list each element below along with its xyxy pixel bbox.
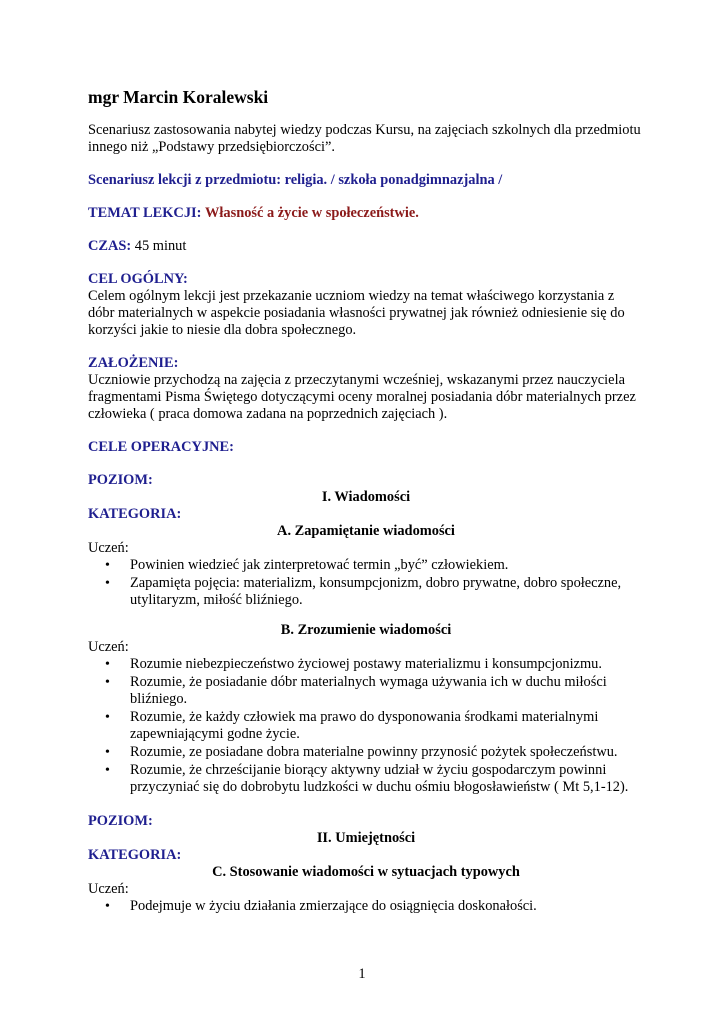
topic-value: Własność a życie w społeczeństwie.: [205, 205, 419, 221]
bullet-icon: •: [105, 763, 110, 778]
list-item: • Rozumie, że każdy człowiek ma prawo do dysponowania środkami materialnymi zapewniającymi godne życie.: [105, 709, 599, 742]
general-goal-heading: CEL OGÓLNY:: [88, 271, 188, 287]
assumption-heading: ZAŁOŻENIE:: [88, 355, 179, 371]
list-item: • Rozumie, ze posiadane dobra materialne powinny przynosić pożytek społeczeństwu.: [105, 744, 618, 760]
list-item: • Rozumie, że posiadanie dóbr materialnych wymaga używania ich w duchu miłości bliźniego.: [105, 674, 607, 707]
category-b-list: [88, 656, 644, 796]
list-item: • Powinien wiedzieć jak zinterpretować termin „być” człowiekiem.: [105, 557, 509, 573]
intro-paragraph: Scenariusz zastosowania nabytej wiedzy podczas Kursu, na zajęciach szkolnych dla przedmiotu innego niż „Podstawy przedsiębiorczości”.: [88, 122, 641, 155]
time-value: 45 minut: [134, 238, 187, 254]
author-name: mgr Marcin Koralewski: [88, 87, 269, 107]
category-a-title: A. Zapamiętanie wiadomości: [277, 523, 455, 539]
bullet-icon: •: [105, 558, 110, 573]
document-body: [88, 86, 644, 916]
category-label: KATEGORIA:: [88, 847, 182, 863]
category-c-title: C. Stosowanie wiadomości w sytuacjach typowych: [212, 864, 520, 880]
bullet-icon: •: [105, 657, 110, 672]
student-label: Uczeń:: [88, 881, 129, 897]
assumption-text: Uczniowie przychodzą na zajęcia z przeczytanymi wcześniej, wskazanymi przez nauczyciela fragmentami Pisma Świętego dotyczącymi oceny moralnej posiadania dóbr materialnych przez człowieka ( praca domowa zadana na poprzednich zajęciach ).: [88, 372, 636, 422]
bullet-icon: •: [105, 899, 110, 914]
student-label: Uczeń:: [88, 540, 129, 556]
operational-goals-heading: CELE OPERACYJNE:: [88, 439, 234, 455]
list-item: • Rozumie, że chrześcijanie biorący aktywny udział w życiu gospodarczym powinni przyczyniać się do dobrobytu ludzkości w duchu ośmiu błogosławieństw ( Mt 5,1-12).: [105, 762, 629, 795]
category-label: KATEGORIA:: [88, 506, 182, 522]
category-b-title: B. Zrozumienie wiadomości: [280, 622, 452, 638]
category-c-list: [88, 898, 644, 915]
category-a-list: [88, 557, 644, 609]
topic-line: [88, 205, 644, 222]
bullet-icon: •: [105, 710, 110, 725]
level-label: POZIOM:: [88, 813, 153, 829]
level-2-title: II. Umiejętności: [316, 830, 416, 846]
level-1-title: I. Wiadomości: [321, 489, 411, 505]
level-label: POZIOM:: [88, 472, 153, 488]
bullet-icon: •: [105, 675, 110, 690]
student-label: Uczeń:: [88, 639, 129, 655]
list-item: • Podejmuje w życiu działania zmierzające do osiągnięcia doskonałości.: [105, 898, 537, 914]
time-label: CZAS:: [88, 238, 132, 254]
list-item: • Zapamięta pojęcia: materializm, konsumpcjonizm, dobro prywatne, dobro społeczne, utylitaryzm, miłość bliźniego.: [105, 575, 622, 608]
topic-label: TEMAT LEKCJI:: [88, 205, 202, 221]
scenario-line: Scenariusz lekcji z przedmiotu: religia. / szkoła ponadgimnazjalna /: [88, 172, 503, 188]
bullet-icon: •: [105, 745, 110, 760]
bullet-icon: •: [105, 576, 110, 591]
general-goal-text: Celem ogólnym lekcji jest przekazanie uczniom wiedzy na temat właściwego korzystania z dóbr materialnych w aspekcie posiadania własności prywatnej jak również odniesienie się do korzyści jakie to niesie dla dobra społecznego.: [88, 288, 625, 338]
list-item: • Rozumie niebezpieczeństwo życiowej postawy materializmu i konsumpcjonizmu.: [105, 656, 602, 672]
time-line: [88, 238, 644, 255]
page-number: 1: [358, 966, 366, 982]
